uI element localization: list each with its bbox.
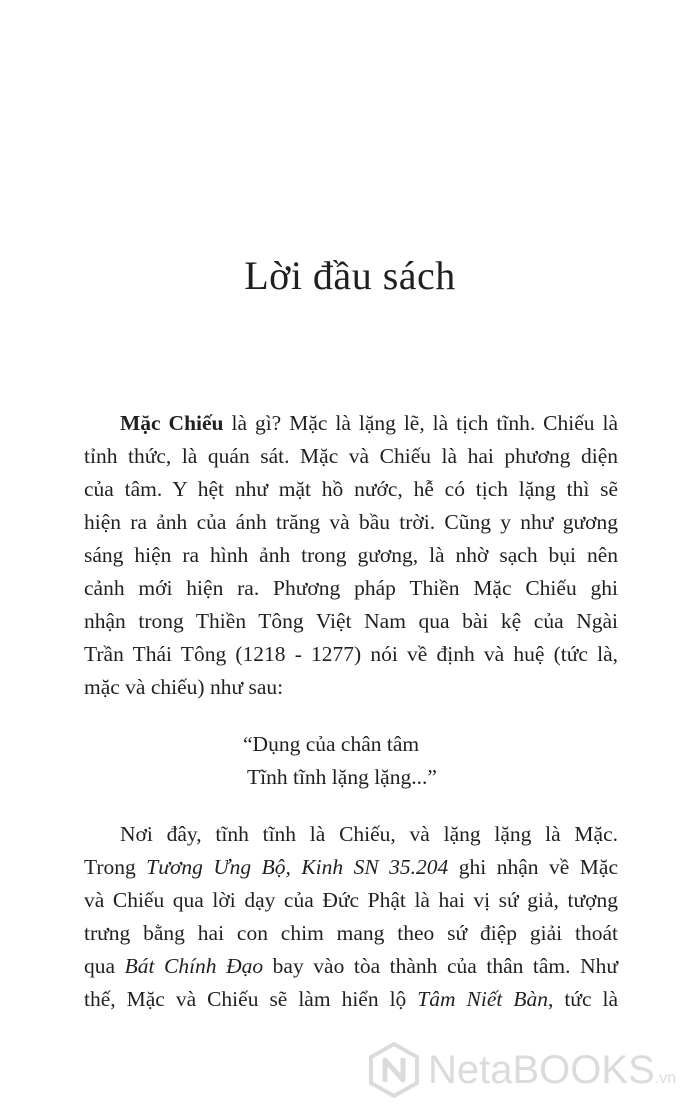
paragraph-line: qua Bát Chính Đạo bay vào tòa thành của thân tâm. Như <box>84 954 619 978</box>
paragraph-line: Mặc Chiếu là gì? Mặc là lặng lẽ, là tịch tĩnh. Chiếu là <box>120 411 619 435</box>
watermark-brand: NetaBOOKS.vn <box>428 1048 677 1092</box>
quote-line: “Dụng của chân tâm <box>243 732 420 756</box>
paragraph-line: sáng hiện ra hình ảnh trong gương, là nhờ sạch bụi nên <box>84 543 618 567</box>
paragraph-line: trưng bằng hai con chim mang theo sứ điệp giải thoát <box>84 921 618 945</box>
paragraph-line: của tâm. Y hệt như mặt hồ nước, hễ có tịch lặng thì sẽ <box>84 477 618 501</box>
italic-reference: Tương Ưng Bộ, Kinh SN 35.204 <box>146 855 449 879</box>
paragraph-line: tỉnh thức, là quán sát. Mặc và Chiếu là hai phương diện <box>84 444 618 468</box>
bold-term: Mặc Chiếu <box>120 411 224 435</box>
paragraph-line: Trong Tương Ưng Bộ, Kinh SN 35.204 ghi nhận về Mặc <box>84 855 618 879</box>
quote-line: Tĩnh tĩnh lặng lặng...” <box>247 765 437 789</box>
paragraph-line: nhận trong Thiền Tông Việt Nam qua bài kệ của Ngài <box>84 609 618 633</box>
paragraph-line: Nơi đây, tĩnh tĩnh là Chiếu, và lặng lặng là Mặc. <box>120 822 618 846</box>
paragraph-line: hiện ra ảnh của ánh trăng và bầu trời. Cũng y như gương <box>84 510 618 534</box>
watermark <box>366 1040 696 1100</box>
italic-reference: Bát Chính Đạo <box>124 954 264 978</box>
italic-reference: Tâm Niết Bàn <box>417 987 548 1011</box>
page-title: Lời đầu sách <box>244 253 456 298</box>
paragraph-line: và Chiếu qua lời dạy của Đức Phật là hai vị sứ giả, tượng <box>84 888 618 912</box>
paragraph-line: mặc và chiếu) như sau: <box>84 675 284 699</box>
paragraph-line: thế, Mặc và Chiếu sẽ làm hiển lộ Tâm Niết Bàn, tức là <box>84 987 618 1011</box>
paragraph-line: Trần Thái Tông (1218 - 1277) nói về định và huệ (tức là, <box>84 642 618 666</box>
netabooks-logo-icon <box>366 1042 422 1098</box>
paragraph-line: cảnh mới hiện ra. Phương pháp Thiền Mặc Chiếu ghi <box>84 576 618 600</box>
